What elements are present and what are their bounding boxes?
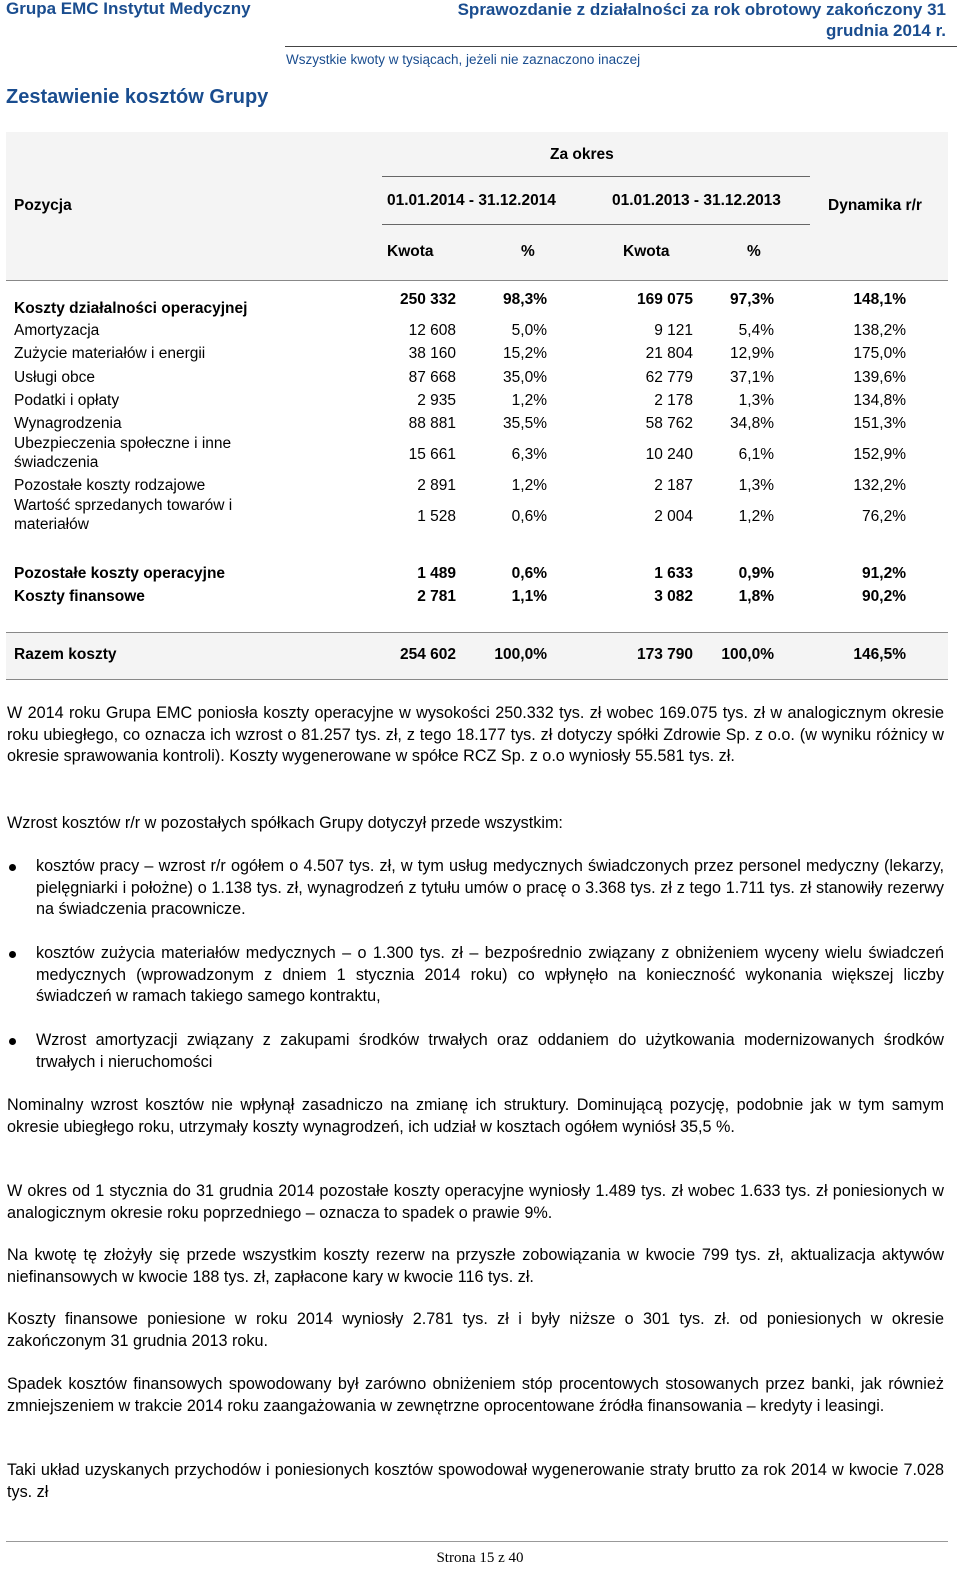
row-label: Ubezpieczenia społeczne i inne świadczenia (14, 435, 232, 471)
table-row (0, 585, 960, 608)
row-label: Wynagrodzenia (14, 415, 122, 432)
paragraph: Wzrost kosztów r/r w pozostałych spółkach Grupy dotyczył przede wszystkim: (7, 814, 563, 832)
percent-2014: 98,3% (503, 291, 547, 308)
amount-2013: 2 178 (654, 392, 693, 409)
percent-2013: 100,0% (721, 646, 774, 663)
paragraph: Koszty finansowe poniesione w roku 2014 wyniosły 2.781 tys. zł i były niższe o 301 tys. zł. od poniesionych w okresie zakończonym 31 grudnia 2013 roku. (7, 1310, 944, 1350)
list-item: kosztów pracy – wzrost r/r ogółem o 4.507 tys. zł, w tym usług medycznych świadczonych przez personel medyczny (lekarzy, pielęgniarki i położne) o 1.138 tys. zł, wynagrodzeń z tytułu umów o pracę o 3.368 tys. zł z tego 1.711 tys. zł stanowiły rezerwy na świadczenia pracownicze. (36, 857, 944, 918)
percent-2013: 6,1% (738, 446, 774, 463)
bullet-icon (9, 864, 16, 871)
table-row (0, 435, 960, 471)
amount-2014: 1 528 (417, 508, 456, 525)
dynamics: 175,0% (853, 345, 906, 362)
percent-2013: 1,3% (738, 392, 774, 409)
paragraph: Taki układ uzyskanych przychodów i poniesionych kosztów spowodował wygenerowanie straty brutto za rok 2014 w kwocie 7.028 tys. zł (7, 1461, 944, 1501)
amount-2013: 58 762 (645, 415, 693, 432)
report-title: Sprawozdanie z działalności za rok obrotowy zakończony 31 grudnia 2014 r. (457, 0, 946, 40)
dynamics: 139,6% (853, 369, 906, 386)
percent-2014: 1,1% (511, 588, 547, 605)
percent-2013-header: % (747, 243, 761, 260)
header-divider (285, 46, 957, 47)
amount-2013: 1 633 (654, 565, 693, 582)
dynamics: 132,2% (853, 477, 906, 494)
percent-2014: 0,6% (511, 565, 547, 582)
percent-2013: 0,9% (738, 565, 774, 582)
row-label: Podatki i opłaty (14, 392, 120, 409)
percent-2013: 97,3% (730, 291, 774, 308)
paragraph: W okres od 1 stycznia do 31 grudnia 2014 pozostałe koszty operacyjne wyniosły 1.489 tys. zł wobec 1.633 tys. zł poniesionych w analogicznym okresie roku poprzedniego – oznacza to spadek o prawie 9%. (7, 1182, 944, 1222)
paragraph: Nominalny wzrost kosztów nie wpłynął zasadniczo na zmianę ich struktury. Dominującą pozycję, podobnie jak w tym samym okresie ubiegłego roku, utrzymały koszty wynagrodzeń, ich udział w kosztach ogółem wyniósł 35,5 %. (7, 1096, 944, 1136)
dynamics: 90,2% (862, 588, 906, 605)
dynamics: 76,2% (862, 508, 906, 525)
amount-2014: 1 489 (417, 565, 456, 582)
table-row (0, 497, 960, 533)
paragraph: Spadek kosztów finansowych spowodowany był zarówno obniżeniem stóp procentowych stosowanych przez banki, jak również zmniejszeniem w trakcie 2014 roku zaangażowania w zewnętrzne oprocentowane źródła finansowania – kredyty i leasingi. (7, 1375, 944, 1415)
amount-2013: 21 804 (645, 345, 693, 362)
amount-2014: 2 935 (417, 392, 456, 409)
row-label: Koszty działalności operacyjnej (14, 300, 248, 317)
amount-2014: 87 668 (408, 369, 456, 386)
table-row (0, 319, 960, 342)
section-title: Zestawienie kosztów Grupy (6, 86, 269, 108)
percent-2013: 1,3% (738, 477, 774, 494)
amount-2013-header: Kwota (623, 243, 670, 260)
percent-2013: 37,1% (730, 369, 774, 386)
table-row (0, 562, 960, 585)
dynamics: 148,1% (853, 291, 906, 308)
amount-2013: 2 187 (654, 477, 693, 494)
amounts-note: Wszystkie kwoty w tysiącach, jeżeli nie zaznaczono inaczej (286, 52, 641, 67)
row-label: Amortyzacja (14, 322, 100, 339)
amount-2014: 2 891 (417, 477, 456, 494)
percent-2014: 15,2% (503, 345, 547, 362)
percent-2014: 5,0% (511, 322, 547, 339)
row-label: Usługi obce (14, 369, 95, 386)
dynamics: 146,5% (853, 646, 906, 663)
amount-2013: 173 790 (636, 646, 693, 663)
percent-2013: 1,8% (738, 588, 774, 605)
row-label: Zużycie materiałów i energii (14, 345, 206, 362)
amount-2014: 254 602 (399, 646, 456, 663)
percent-2013: 12,9% (730, 345, 774, 362)
paragraph: Na kwotę tę złożyły się przede wszystkim koszty rezerw na przyszłe zobowiązania w kwocie 799 tys. zł, aktualizacja aktywów niefinansowych w kwocie 188 tys. zł, zapłacone kary w kwocie 116 tys. zł. (7, 1246, 944, 1286)
amount-2013: 10 240 (645, 446, 693, 463)
paragraph: W 2014 roku Grupa EMC poniosła koszty operacyjne w wysokości 250.332 tys. zł wobec 169.075 tys. zł w analogicznym okresie roku ubiegłego, co oznacza ich wzrost o 81.257 tys. zł, z tego 18.177 tys. zł dotyczy spółki Zdrowie Sp. z o.o. (w wyniku różnicy w okresie sprawowania kontroli). Koszty wygenerowane w spółce RCZ Sp. z o.o wyniosły 55.581 tys. zł. (7, 704, 944, 765)
amount-2014: 88 881 (408, 415, 456, 432)
dynamics: 134,8% (853, 392, 906, 409)
footer-divider (6, 1541, 948, 1542)
position-header: Pozycja (14, 197, 72, 214)
dynamics-header: Dynamika r/r (828, 197, 922, 214)
table-row (0, 474, 960, 497)
amount-2014: 250 332 (399, 291, 456, 308)
percent-2014-header: % (521, 243, 535, 260)
percent-2014: 6,3% (511, 446, 547, 463)
amount-2013: 2 004 (654, 508, 693, 525)
percent-2014: 35,5% (503, 415, 547, 432)
period-2014-header: 01.01.2014 - 31.12.2014 (387, 192, 556, 209)
header-divider-period (382, 176, 810, 177)
period-2013-header: 01.01.2013 - 31.12.2013 (612, 192, 781, 209)
company-name: Grupa EMC Instytut Medyczny (6, 0, 251, 18)
table-row-total (0, 643, 960, 666)
table-row (0, 412, 960, 435)
amount-2013: 169 075 (636, 291, 693, 308)
percent-2014: 1,2% (511, 392, 547, 409)
header-divider-columns (382, 224, 810, 225)
table-row (0, 288, 960, 317)
amount-2013: 62 779 (645, 369, 693, 386)
percent-2013: 34,8% (730, 415, 774, 432)
table-row (0, 342, 960, 365)
row-label: Wartość sprzedanych towarów i materiałów (14, 497, 233, 533)
amount-2013: 9 121 (654, 322, 693, 339)
percent-2014: 35,0% (503, 369, 547, 386)
amount-2013: 3 082 (654, 588, 693, 605)
dynamics: 91,2% (862, 565, 906, 582)
amount-2014: 2 781 (417, 588, 456, 605)
amount-2014: 12 608 (408, 322, 456, 339)
table-row (0, 389, 960, 412)
row-label: Koszty finansowe (14, 588, 145, 605)
bullet-icon (9, 951, 16, 958)
dynamics: 138,2% (853, 322, 906, 339)
row-label: Pozostałe koszty operacyjne (14, 565, 226, 582)
percent-2014: 0,6% (511, 508, 547, 525)
bullet-icon (9, 1038, 16, 1045)
amount-2014-header: Kwota (387, 243, 434, 260)
row-label: Razem koszty (14, 646, 117, 663)
page-number: Strona 15 z 40 (436, 1550, 524, 1566)
amount-2014: 15 661 (408, 446, 456, 463)
dynamics: 152,9% (853, 446, 906, 463)
percent-2014: 1,2% (511, 477, 547, 494)
row-label: Pozostałe koszty rodzajowe (14, 477, 206, 494)
list-item: Wzrost amortyzacji związany z zakupami środków trwałych oraz oddaniem do użytkowania modernizowanych środków trwałych i nieruchomości (36, 1031, 944, 1071)
amount-2014: 38 160 (408, 345, 456, 362)
percent-2014: 100,0% (494, 646, 547, 663)
period-label: Za okres (550, 146, 614, 163)
dynamics: 151,3% (853, 415, 906, 432)
list-item: kosztów zużycia materiałów medycznych – o 1.300 tys. zł – bezpośrednio związany z obniżeniem wyceny wielu świadczeń medycznych (wprowadzonym z dniem 1 stycznia 2014 roku) co wpłynęło na konieczność wykonania większej liczby świadczeń w ramach takiego samego kontraktu, (36, 944, 944, 1005)
table-row (0, 366, 960, 389)
percent-2013: 1,2% (738, 508, 774, 525)
percent-2013: 5,4% (738, 322, 774, 339)
